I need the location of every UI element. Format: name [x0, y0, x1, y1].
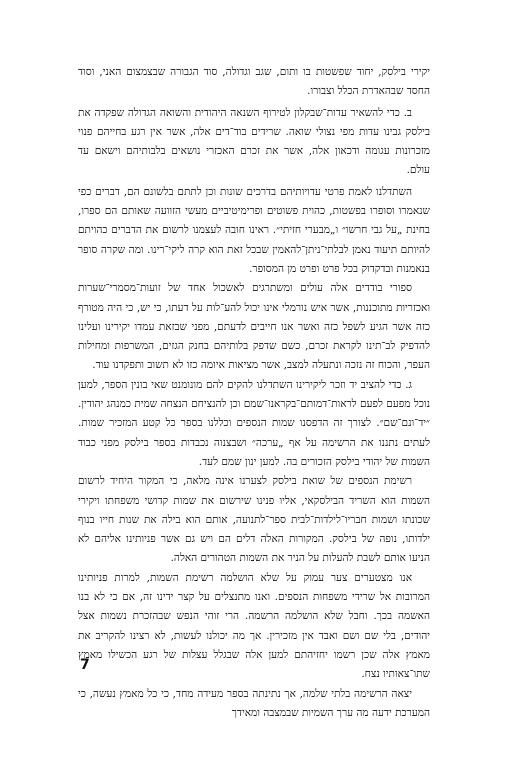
page-body-text	[78, 63, 430, 723]
paragraph-7: אנו מצטערים צער עמוק על שלא הושלמה רשימת השמות, למרות פניותינו המרובות אל שרידי משפחות הנספים. ואנו מתנצלים על קצר ידינו זה, אם כי לא בנו האשמה בכך. וחבל שלא הושלמה הרשמה. הרי זוהי הנפש שבהזכרת נשמות אצל יהודים, בלי שם ושם ואבד אין מזכירין. אך מה יכולנו לעשות, לא רצינו להקריב את מאמץ אלה שכן רשמו יחזיהתם למען אלה שבגלל עצלות של רגע הכשילו מאמץ שתו־צאותיו נצח.	[78, 571, 430, 681]
paragraph-2: ב. כדי להשאיר עדות־שבקלון לטירוף השנאה היהודית והשואה הגדולה שפקדה את בילסק גבינו עדות מפי נצולי שואה. שרידים בוד־דים אלה, אשר אין רגע בחייהם פנוי מזכרונות עגומה ודכאון אלה, אשר את זכרם האכזרי נושאים בלבותיהם וישאם עד עולם.	[78, 106, 430, 177]
paragraph-3: השתדלנו לאמת פרטי עדויותיהם בדרכים שונות וכן לתתם בלשונם הם, דברים כפי שנאמרו וסופרו בפשטות, כהוית פשוטים ופרימיטיביים מעשי הזוועה שאותם הם ספרו, בחינת „על גבי חרשו״ ו„מבערי חזיתי״. ראינו חובה לעצמנו לרשום את הדברים כהויתם להיותם תיעוד נאמן לבלתי־ניתן־להאמין שבכל זאת הוא קרה ליקי־רינו. ומה שקרה סופר בנאמנות ובדקדוק בכל פרט ופרט מן המסופר.	[78, 185, 430, 275]
paragraph-6: רשימת הנספים של שואת בילסק לצערנו אינה מלאה, כי המקור היחיד לרשום השמות הוא השריד הבילסקאי, אליו פנינו שירשום את שמות קדושי משפחתו ויקירי שכונתו ושמות חבריו־לילדות־לבית ספר־לתנועה, אותם הוא בילה את שנות חייו בנוף ילדותו, נופה של בילסק. המקורות האלה דלים הם ויש גם אשר פניותינו אליהם לא הניעו אותם לשבת להעלות על הניר את השמות הטהורים האלה.	[78, 475, 430, 565]
page-number: 7	[80, 657, 90, 673]
paragraph-5: ג. כדי להציב יד וזכר ליקירינו השתדלנו להקים להם מונומנט שאי בונין הספר, למען נוכל מפעם לפעם לראות־דמותם־בקראנו־שמם וכן להנציחם הנצחה שמית כמנהג יהודין. ״יד־ונם־שם״. לצורך זה הדפסנו שמות הנספים וכללנו בספר כל קטע המזכיר שמות. לעתים נתננו את הרשימה על אף „ערכה״ ושבצנוה נכבדות בספר בילסק מפני כבוד השמות של יהודי בילסק הזכורים בה. למען ינון שמם לעד.	[78, 378, 430, 468]
paragraph-4: ספורי בודדים אלה עולים ומשתרגים לאשכול אחד של זועות־מסמרי־שערות ואכזריות מתוכננות, אשר איש נורמלי אינו יכול להע־לות על דעתו, כי יש, כי היה מטורף כזה אשר הגיע לשפל כזה ואשר אנו חייבים לדעתם, מפני שבזאת עמדו יקירינו ועלינו להדפיק לב־תינו לקראת זכרם, כשם שדפק בלותיהם בחנק הגזים, המשרפות ומחילות העפר, והכוח זה נזכה ונתעלה למצב, אשר מציאות איומה כזו לא תשוב ותפקדנו עוד.	[78, 282, 430, 372]
paragraph-1: יקירי בילסק, יחוד שפשטות בו ותום, שגב וגדולה, סוד הגבורה שבצמצום האני, וסוד החסד שבהאדרת הכלל וצבורו.	[78, 66, 430, 98]
paragraph-8: יצאה הרשימה בלתי שלמה, אך נתינתה בספר מעידה מחד, כי כל מאמץ נעשה, כי המערכת ידעה מה ערך השמיות שבמצבה ומאידך	[78, 687, 430, 719]
